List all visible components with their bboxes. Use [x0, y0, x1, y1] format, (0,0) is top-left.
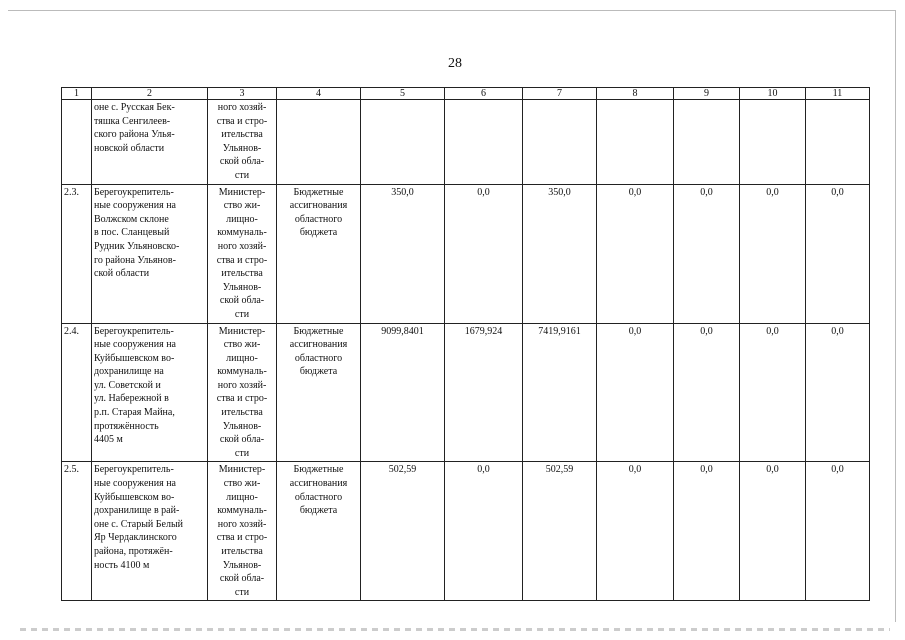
- row-number: 2.4.: [62, 323, 92, 462]
- value-col-10: 0,0: [740, 323, 806, 462]
- object-name: оне с. Русская Бек- тяшка Сенгилеев- ского района Улья- новской области: [92, 100, 208, 185]
- column-header-5: 5: [361, 88, 445, 100]
- value-col-7: [523, 100, 597, 185]
- row-number: 2.5.: [62, 462, 92, 601]
- budget-table: [61, 87, 870, 601]
- value-col-10: 0,0: [740, 462, 806, 601]
- column-header-3: 3: [208, 88, 277, 100]
- value-col-10: 0,0: [740, 184, 806, 323]
- value-col-8: 0,0: [597, 462, 674, 601]
- funding-source: Бюджетные ассигнования областного бюджета: [277, 323, 361, 462]
- column-header-8: 8: [597, 88, 674, 100]
- column-header-10: 10: [740, 88, 806, 100]
- column-header-11: 11: [806, 88, 870, 100]
- column-header-4: 4: [277, 88, 361, 100]
- row-number: 2.3.: [62, 184, 92, 323]
- table-row: [62, 462, 870, 601]
- value-col-11: 0,0: [806, 184, 870, 323]
- executor: ного хозяй- ства и стро- ительства Ульянов- ской обла- сти: [208, 100, 277, 185]
- value-col-7: 350,0: [523, 184, 597, 323]
- value-col-8: [597, 100, 674, 185]
- object-name: Берегоукрепитель- ные сооружения на Куйбышевском во- дохранилище на ул. Советской и ул. Набережной в р.п. Старая Майна, протяжённость 4405 м: [92, 323, 208, 462]
- value-col-11: 0,0: [806, 462, 870, 601]
- value-col-11: [806, 100, 870, 185]
- executor: Министер- ство жи- лищно- коммуналь- ного хозяй- ства и стро- ительства Ульянов- ской обла- сти: [208, 184, 277, 323]
- column-header-1: 1: [62, 88, 92, 100]
- funding-source: Бюджетные ассигнования областного бюджета: [277, 184, 361, 323]
- value-col-6: 0,0: [445, 184, 523, 323]
- value-col-10: [740, 100, 806, 185]
- funding-source: Бюджетные ассигнования областного бюджета: [277, 462, 361, 601]
- value-col-9: 0,0: [674, 462, 740, 601]
- value-col-6: [445, 100, 523, 185]
- value-col-5: 350,0: [361, 184, 445, 323]
- column-header-9: 9: [674, 88, 740, 100]
- table-header-row: [62, 88, 870, 100]
- value-col-9: [674, 100, 740, 185]
- value-col-11: 0,0: [806, 323, 870, 462]
- value-col-5: 9099,8401: [361, 323, 445, 462]
- row-number: [62, 100, 92, 185]
- value-col-6: 1679,924: [445, 323, 523, 462]
- table-row: [62, 184, 870, 323]
- object-name: Берегоукрепитель- ные сооружения на Волжском склоне в пос. Сланцевый Рудник Ульяновско- го района Ульянов- ской области: [92, 184, 208, 323]
- value-col-9: 0,0: [674, 323, 740, 462]
- column-header-7: 7: [523, 88, 597, 100]
- value-col-8: 0,0: [597, 323, 674, 462]
- column-header-6: 6: [445, 88, 523, 100]
- executor: Министер- ство жи- лищно- коммуналь- ного хозяй- ства и стро- ительства Ульянов- ской обла- сти: [208, 323, 277, 462]
- table-row: [62, 100, 870, 185]
- column-header-2: 2: [92, 88, 208, 100]
- executor: Министер- ство жи- лищно- коммуналь- ного хозяй- ства и стро- ительства Ульянов- ской обла- сти: [208, 462, 277, 601]
- value-col-5: 502,59: [361, 462, 445, 601]
- value-col-7: 7419,9161: [523, 323, 597, 462]
- object-name: Берегоукрепитель- ные сооружения на Куйбышевском во- дохранилище в рай- оне с. Старый Белый Яр Чердаклинского района, протяжён- ность 4100 м: [92, 462, 208, 601]
- value-col-9: 0,0: [674, 184, 740, 323]
- table-row: [62, 323, 870, 462]
- value-col-5: [361, 100, 445, 185]
- value-col-8: 0,0: [597, 184, 674, 323]
- value-col-7: 502,59: [523, 462, 597, 601]
- value-col-6: 0,0: [445, 462, 523, 601]
- page-number: 28: [448, 56, 462, 71]
- funding-source: [277, 100, 361, 185]
- scan-artifact: [20, 628, 890, 631]
